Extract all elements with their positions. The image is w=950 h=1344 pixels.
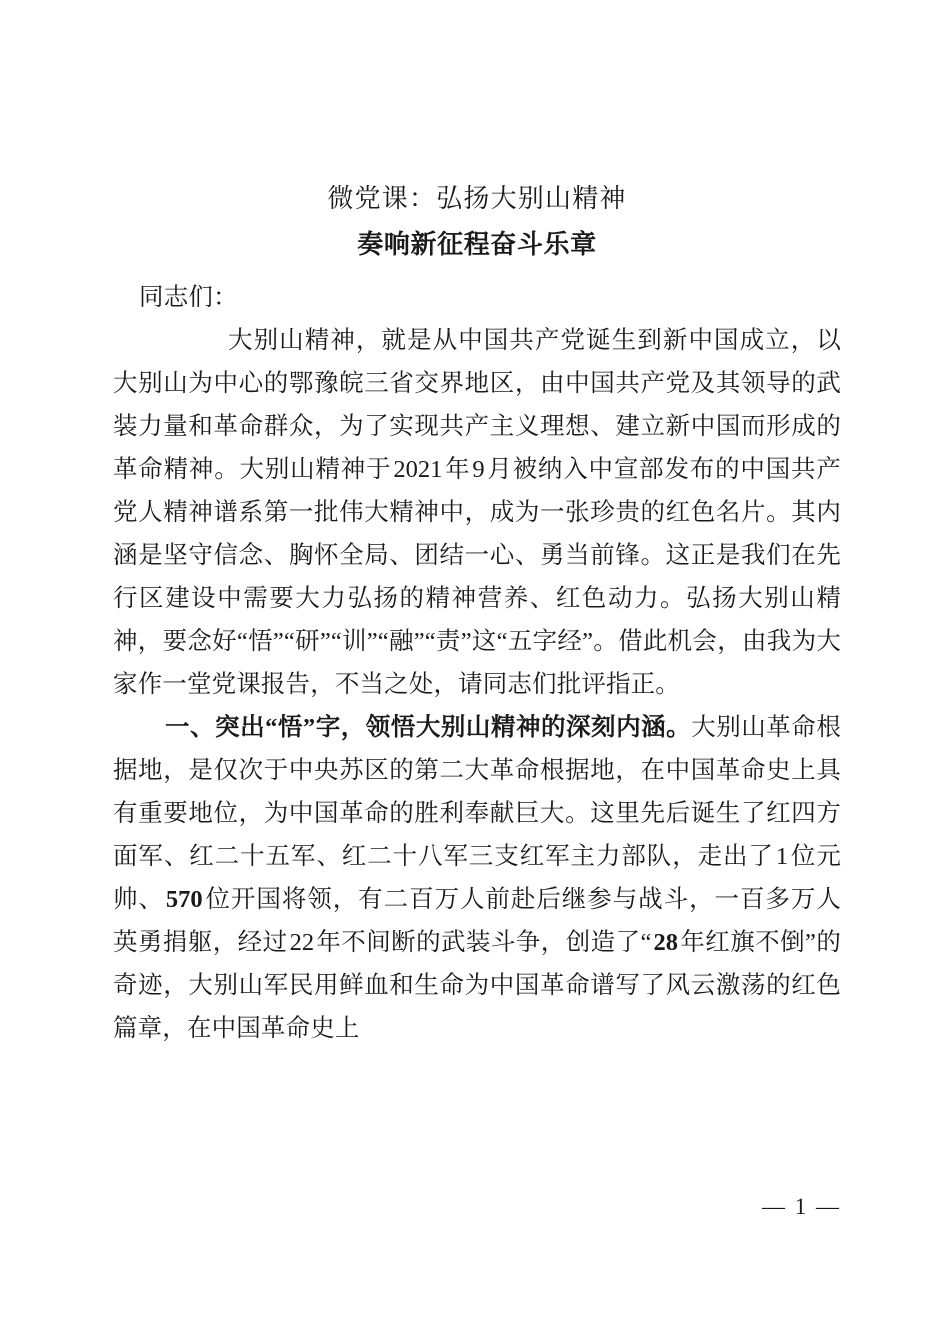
paragraph-section-one-run-1: 大别山革命根据地，是仅次于中央苏区的第二大革命根据地，在中国革命史上具有重要地位，为中国革命的胜利奉献巨大。这里先后诞生了红四方面军、红二十五军、红二十八军三支红军主力部队，走出了 xyxy=(113,714,841,870)
document-title-primary: 微党课：弘扬大别山精神 xyxy=(327,184,627,213)
paragraph-section-one-run-5: 位开国将领，有二百万人前赴后继参与战斗，一百多万人英勇捐躯，经过 xyxy=(113,886,841,956)
paragraph-intro-run-3: 9 xyxy=(472,456,485,483)
paragraph-intro-run-1: 2021 xyxy=(393,456,443,483)
paragraph-intro xyxy=(113,319,841,706)
paragraph-container xyxy=(113,319,841,1050)
document-body xyxy=(113,178,841,1050)
paragraph-section-one-run-0: 一、突出“悟”字，领悟大别山精神的深刻内涵。 xyxy=(165,714,692,741)
paragraph-intro-run-4: 月被纳入中宣部发布的中国共产党人精神谱系第一批伟大精神中，成为一张珍贵的红色名片。其内涵是坚守信念、胸怀全局、团结一心、勇当前锋。这正是我们在先行区建设中需要大力弘扬的精神营养、红色动力。弘扬大别山精神，要念好“悟”“研”“训”“融”“责”这“五字经”。借此机会，由我为大家作一堂党课报告，不当之处，请同志们批评指正。 xyxy=(113,456,841,698)
page-number-footer: — 1 — xyxy=(762,1194,841,1219)
paragraph-intro-run-0: 大别山精神，就是从中国共产党诞生到新中国成立，以大别山为中心的鄂豫皖三省交界地区，由中国共产党及其领导的武装力量和革命群众，为了实现共产主义理想、建立新中国而形成的革命精神。大别山精神于 xyxy=(113,327,841,483)
document-title-secondary: 奏响新征程奋斗乐章 xyxy=(357,230,597,259)
paragraph-section-one-run-3: 位元帅、 xyxy=(113,843,841,913)
paragraph-section-one-run-6: 22 xyxy=(289,929,315,956)
paragraph-intro-run-2: 年 xyxy=(444,456,471,483)
paragraph-section-one-run-8: 28 xyxy=(653,929,679,956)
paragraph-section-one xyxy=(113,706,841,1050)
paragraph-section-one-run-2: 1 xyxy=(775,843,789,870)
paragraph-section-one-run-7: 年不间断的武装斗争，创造了“ xyxy=(316,929,652,956)
paragraph-section-one-run-4: 570 xyxy=(165,886,203,913)
salutation: 同志们： xyxy=(139,284,238,311)
paragraph-section-one-run-9: 年红旗不倒”的奇迹，大别山军民用鲜血和生命为中国革命谱写了风云激荡的红色篇章，在中国革命史上 xyxy=(113,929,841,1042)
